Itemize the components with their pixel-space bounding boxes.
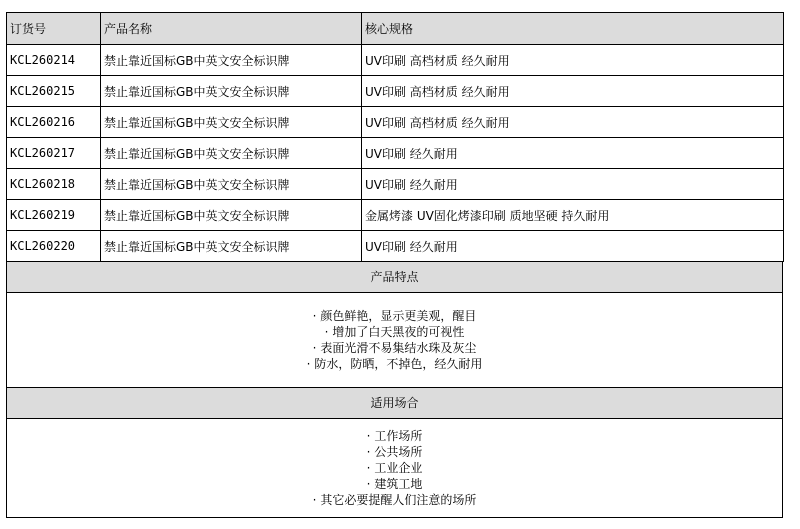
list-item: · 表面光滑不易集结水珠及灰尘 [7, 340, 782, 356]
cell-core-spec: UV印刷 经久耐用 [362, 138, 784, 169]
header-order-no: 订货号 [7, 13, 101, 45]
cell-order-no: KCL260215 [7, 76, 101, 107]
table-row [7, 169, 784, 200]
table-row [7, 107, 784, 138]
list-item: · 建筑工地 [7, 476, 782, 492]
cell-core-spec: 金属烤漆 UV固化烤漆印刷 质地坚硬 持久耐用 [362, 200, 784, 231]
cell-product-name: 禁止靠近国标GB中英文安全标识牌 [101, 107, 362, 138]
list-item: · 增加了白天黑夜的可视性 [7, 324, 782, 340]
cell-product-name: 禁止靠近国标GB中英文安全标识牌 [101, 200, 362, 231]
features-list [7, 308, 782, 372]
product-spec-sheet [6, 12, 783, 518]
list-item: · 公共场所 [7, 444, 782, 460]
places-heading: 适用场合 [6, 388, 783, 419]
cell-order-no: KCL260214 [7, 45, 101, 76]
cell-order-no: KCL260218 [7, 169, 101, 200]
places-list-box [6, 419, 783, 518]
cell-core-spec: UV印刷 高档材质 经久耐用 [362, 76, 784, 107]
cell-product-name: 禁止靠近国标GB中英文安全标识牌 [101, 231, 362, 262]
cell-order-no: KCL260220 [7, 231, 101, 262]
features-list-box [6, 293, 783, 388]
header-core-spec: 核心规格 [362, 13, 784, 45]
list-item: · 其它必要提醒人们注意的场所 [7, 492, 782, 508]
list-item: · 颜色鲜艳，显示更美观，醒目 [7, 308, 782, 324]
table-row [7, 138, 784, 169]
cell-product-name: 禁止靠近国标GB中英文安全标识牌 [101, 169, 362, 200]
places-list [7, 428, 782, 508]
table-row [7, 76, 784, 107]
cell-product-name: 禁止靠近国标GB中英文安全标识牌 [101, 76, 362, 107]
cell-order-no: KCL260217 [7, 138, 101, 169]
table-row [7, 45, 784, 76]
cell-core-spec: UV印刷 经久耐用 [362, 169, 784, 200]
cell-product-name: 禁止靠近国标GB中英文安全标识牌 [101, 138, 362, 169]
cell-core-spec: UV印刷 高档材质 经久耐用 [362, 45, 784, 76]
cell-product-name: 禁止靠近国标GB中英文安全标识牌 [101, 45, 362, 76]
table-row [7, 231, 784, 262]
cell-core-spec: UV印刷 高档材质 经久耐用 [362, 107, 784, 138]
header-product-name: 产品名称 [101, 13, 362, 45]
table-header-row [7, 13, 784, 45]
list-item: · 工作场所 [7, 428, 782, 444]
spec-table [6, 12, 784, 262]
table-row [7, 200, 784, 231]
cell-core-spec: UV印刷 经久耐用 [362, 231, 784, 262]
list-item: · 工业企业 [7, 460, 782, 476]
features-heading: 产品特点 [6, 262, 783, 293]
cell-order-no: KCL260219 [7, 200, 101, 231]
list-item: · 防水，防晒，不掉色，经久耐用 [7, 356, 782, 372]
cell-order-no: KCL260216 [7, 107, 101, 138]
